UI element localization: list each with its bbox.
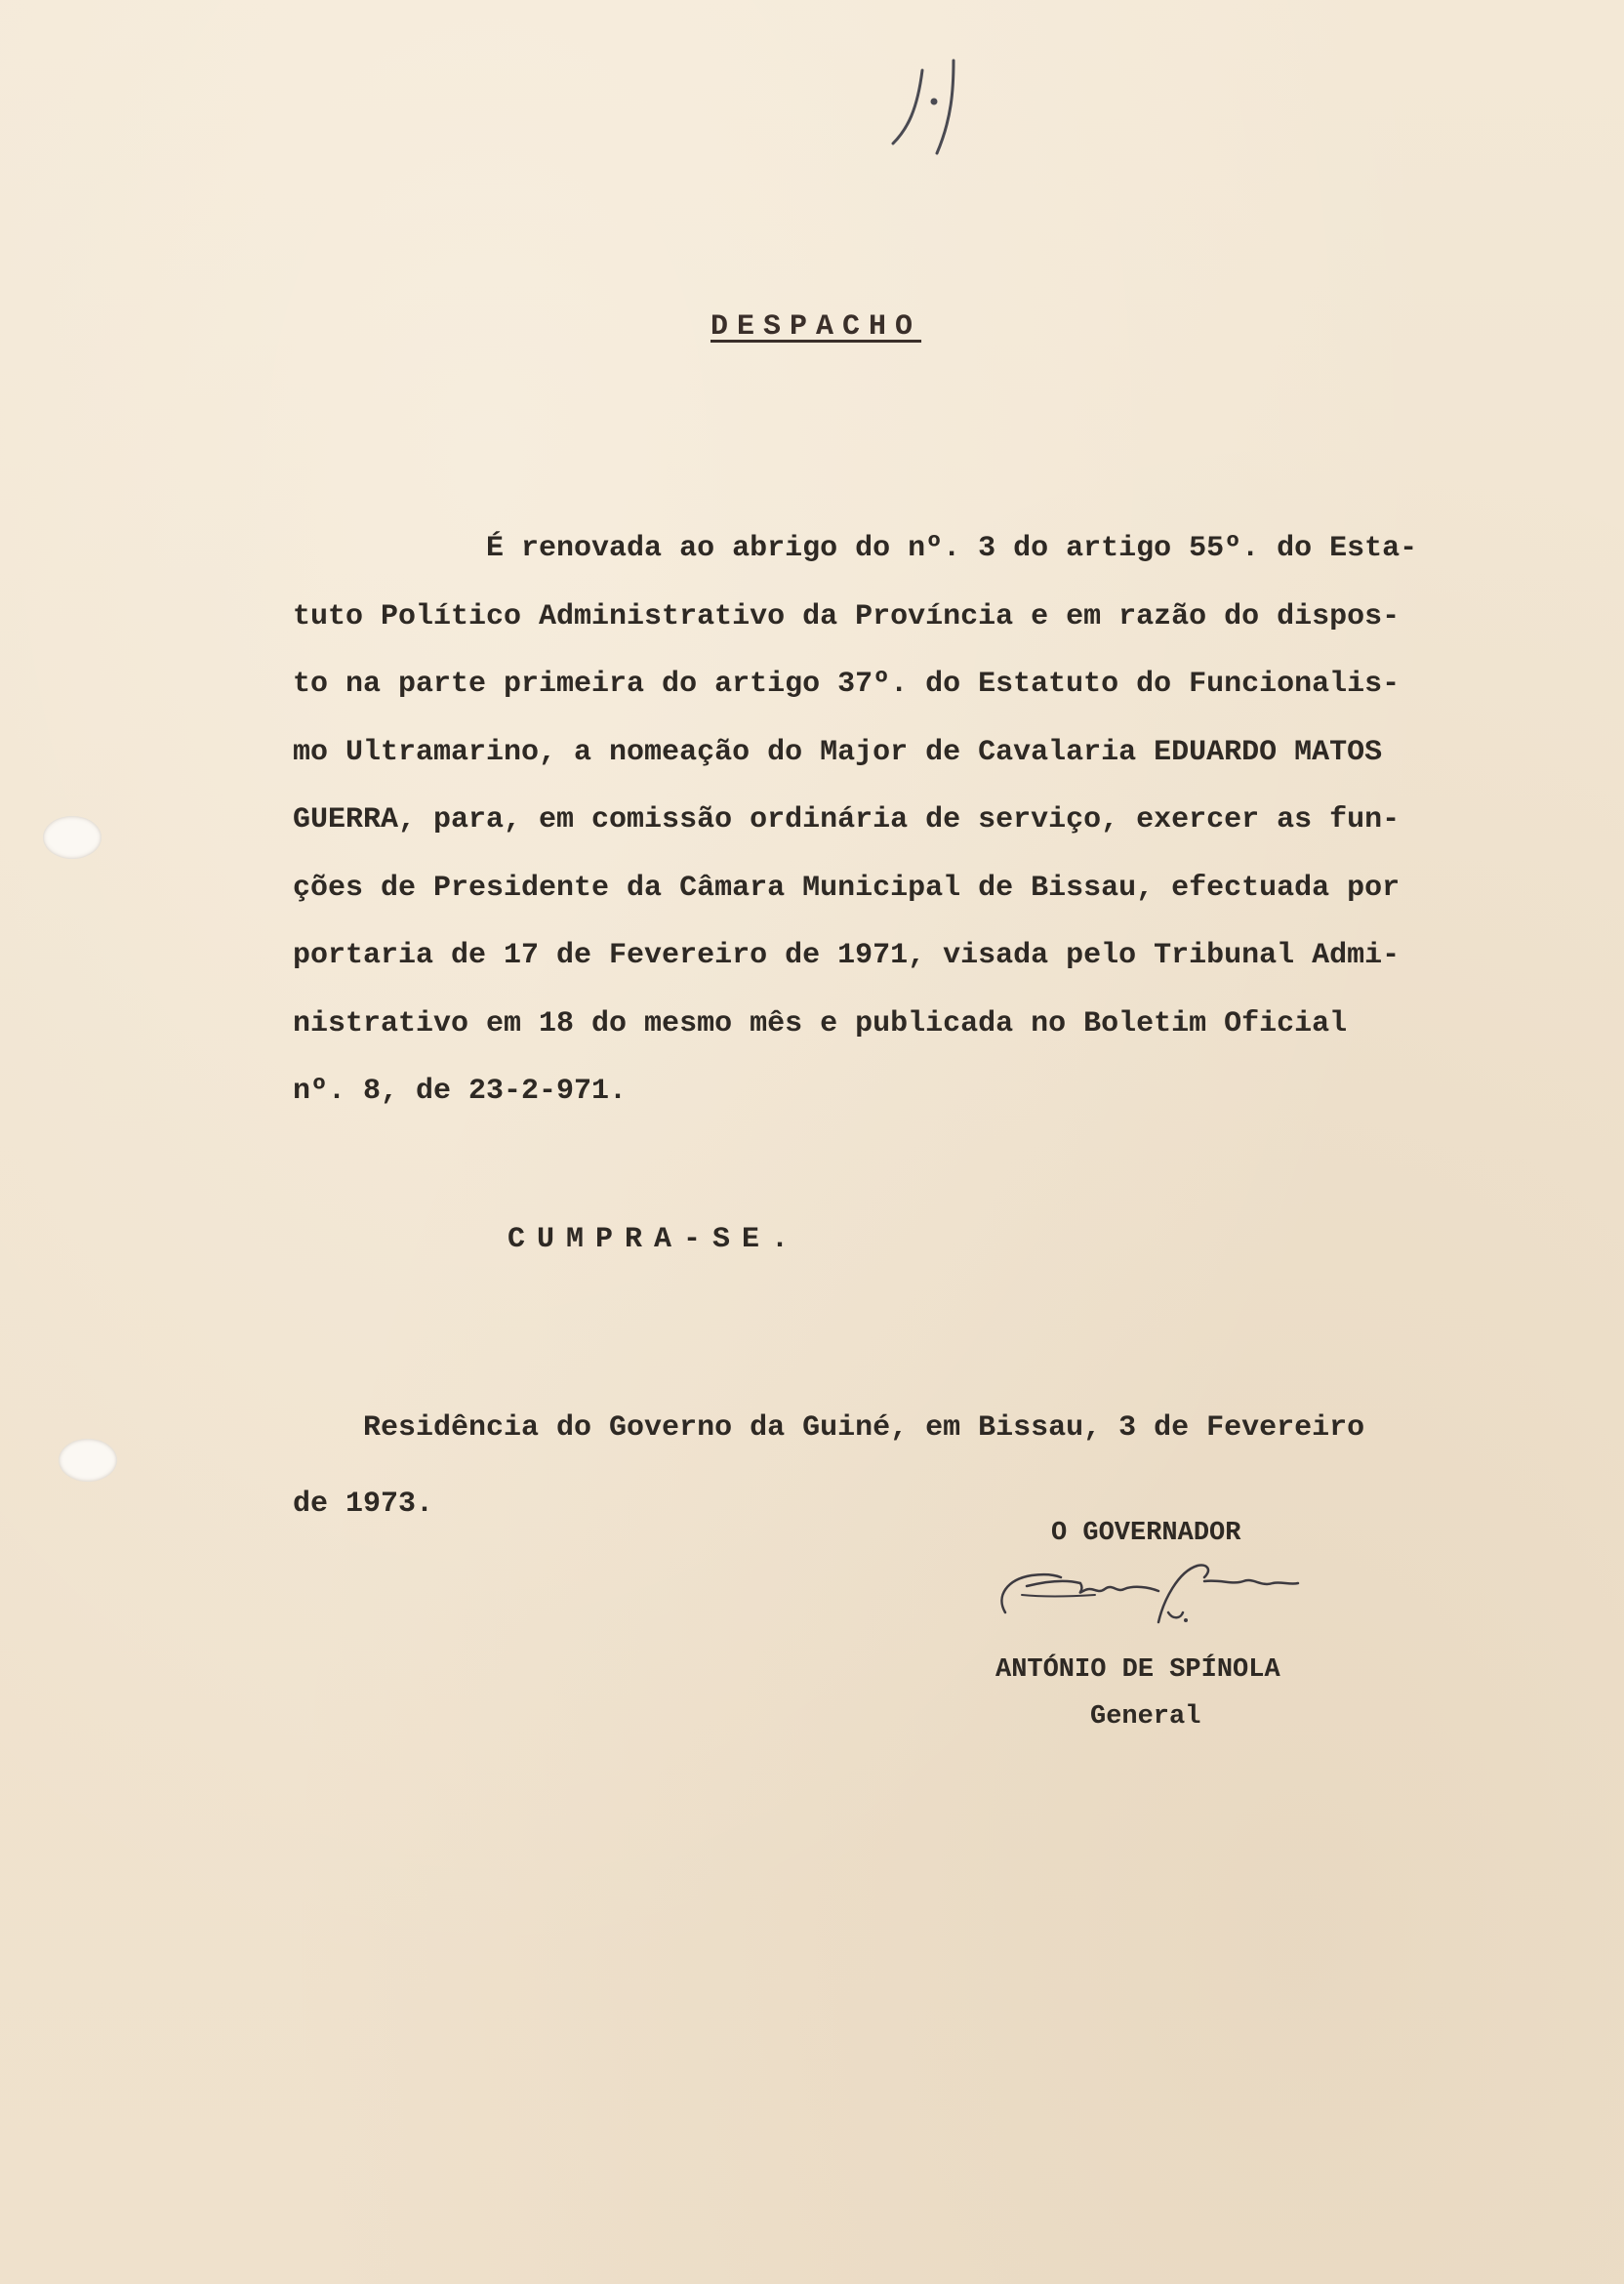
place-date-line: de 1973. [293, 1488, 434, 1521]
punch-hole [59, 1439, 117, 1482]
body-line: nistrativo em 18 do mesmo mês e publicada no Boletim Oficial [293, 1006, 1348, 1040]
handwritten-page-number [883, 51, 991, 168]
body-line: mo Ultramarino, a nomeação do Major de Cavalaria EDUARDO MATOS [293, 735, 1383, 769]
signatory-title: O GOVERNADOR [1051, 1519, 1241, 1548]
body-line: GUERRA, para, em comissão ordinária de serviço, exercer as fun- [293, 803, 1401, 836]
handwritten-signature [988, 1552, 1329, 1640]
body-line: to na parte primeira do artigo 37º. do Estatuto do Funcionalis- [293, 668, 1401, 701]
body-line: tuto Político Administrativo da Província e em razão do dispos- [293, 599, 1401, 633]
closing-order: CUMPRA-SE. [508, 1223, 801, 1256]
body-line: ções de Presidente da Câmara Municipal de Bissau, efectuada por [293, 871, 1401, 905]
body-line: É renovada ao abrigo do nº. 3 do artigo 55º. do Esta- [293, 532, 1418, 565]
punch-hole [43, 816, 102, 859]
signatory-name: ANTÓNIO DE SPÍNOLA [995, 1655, 1280, 1685]
body-line: nº. 8, de 23-2-971. [293, 1075, 628, 1108]
place-and-date [293, 1390, 1522, 1542]
place-date-line: Residência do Governo da Guiné, em Bissau, 3 de Fevereiro [293, 1411, 1365, 1445]
signatory-rank: General [1090, 1702, 1201, 1732]
body-line: portaria de 17 de Fevereiro de 1971, visada pelo Tribunal Admi- [293, 939, 1401, 972]
body-paragraph [293, 515, 1522, 1126]
document-title: DESPACHO [710, 310, 922, 344]
